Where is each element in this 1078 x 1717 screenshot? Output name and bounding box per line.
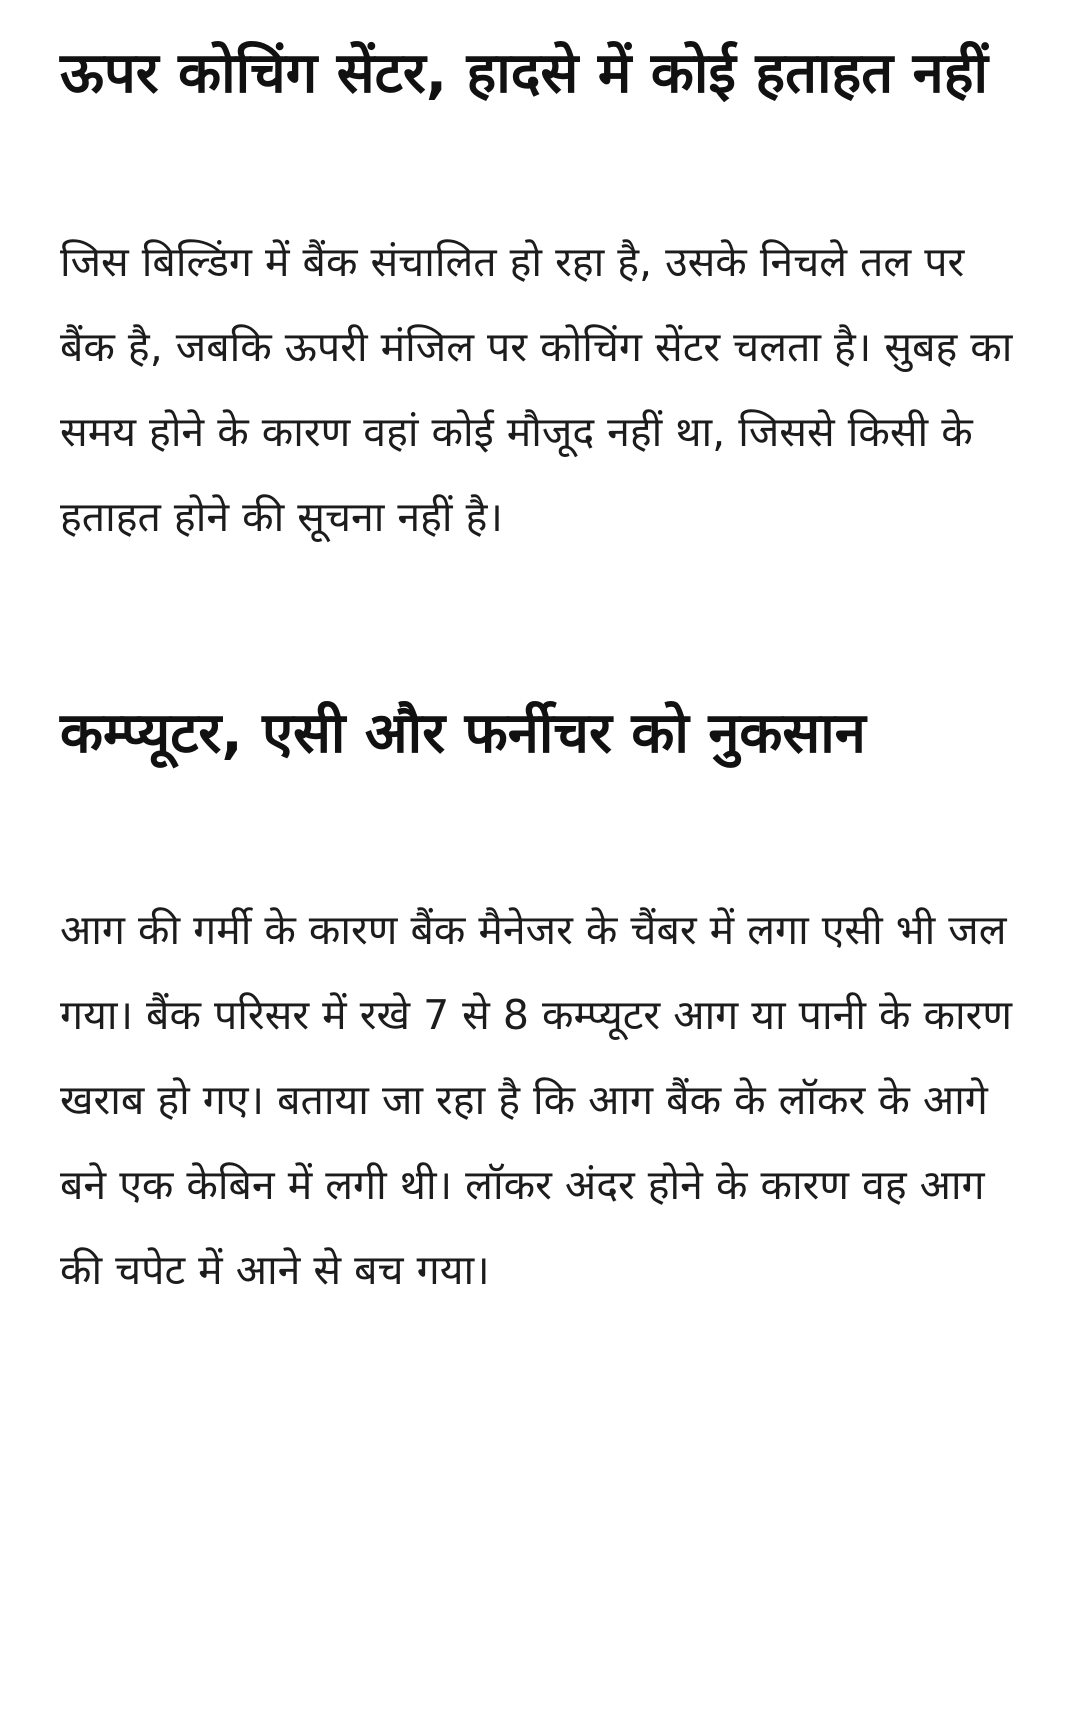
section-heading: ऊपर कोचिंग सेंटर, हादसे में कोई हताहत नहीं	[60, 41, 988, 106]
section-no-casualties	[60, 28, 1018, 560]
section-paragraph: जिस बिल्डिंग में बैंक संचालित हो रहा है, उसके निचले तल पर बैंक है, जबकि ऊपरी मंजिल पर कोचिंग सेंटर चलता है। सुबह का समय होने के कारण वहां कोई मौजूद नहीं था, जिससे किसी के हताहत होने की सूचना नहीं है।	[60, 238, 1013, 541]
section-damage	[60, 688, 1018, 1313]
section-heading: कम्प्यूटर, एसी और फर्नीचर को नुकसान	[60, 701, 866, 766]
section-paragraph: आग की गर्मी के कारण बैंक मैनेजर के चैंबर में लगा एसी भी जल गया। बैंक परिसर में रखे 7 से 8 कम्प्यूटर आग या पानी के कारण खराब हो गए। बताया जा रहा है कि आग बैंक के लॉकर के आगे बने एक केबिन में लगी थी। लॉकर अंदर होने के कारण वह आग की चपेट में आने से बच गया।	[60, 906, 1013, 1294]
